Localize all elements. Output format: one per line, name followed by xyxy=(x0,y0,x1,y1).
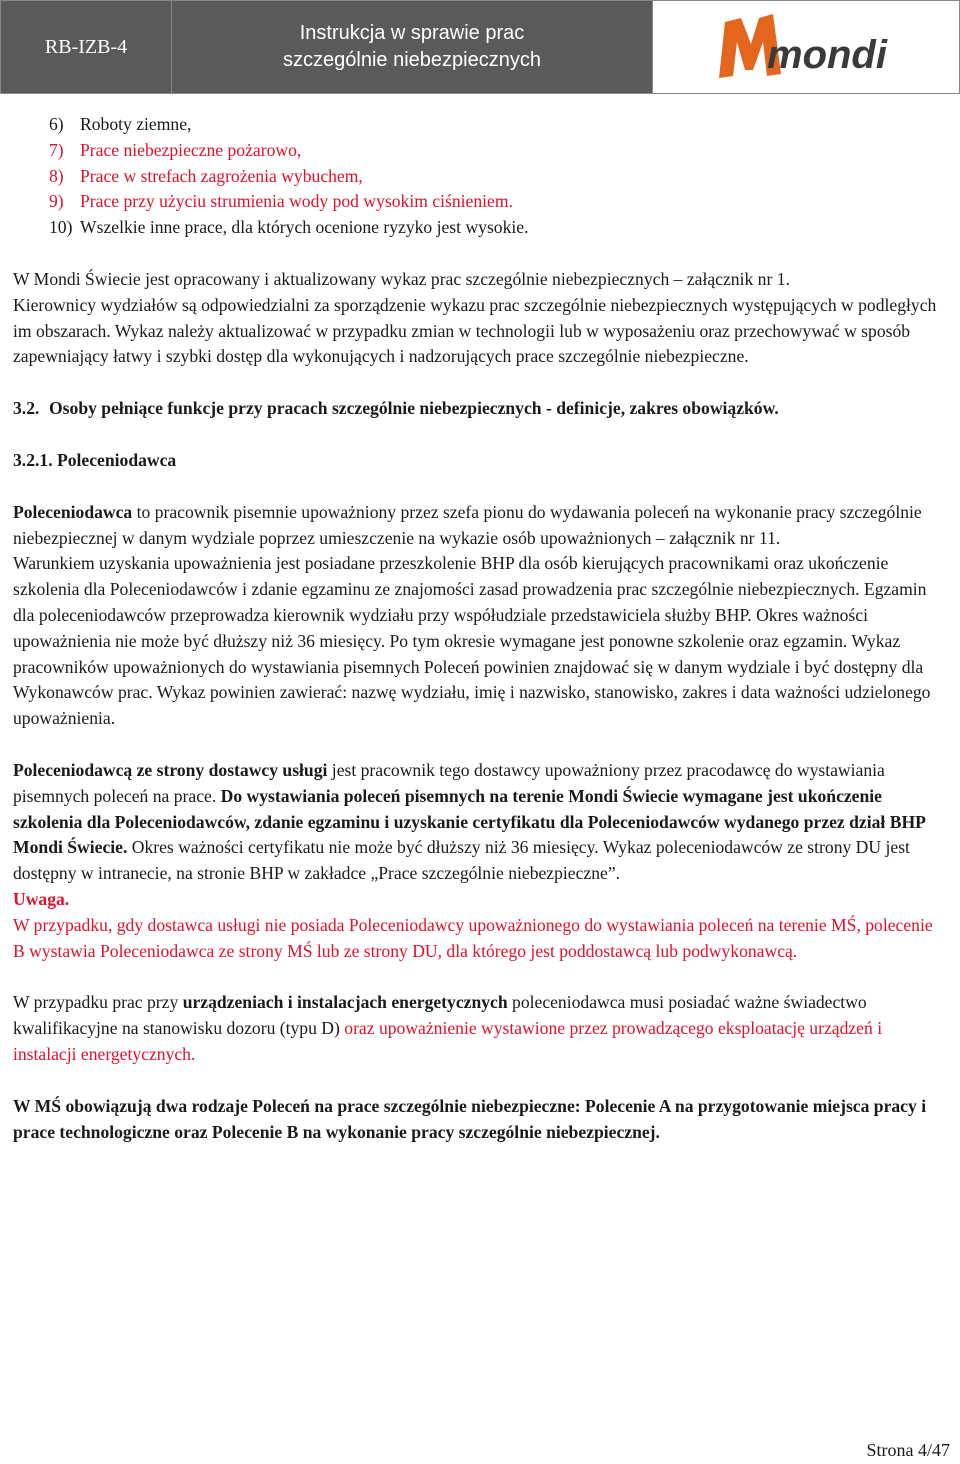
list-item: 6) Roboty ziemne, xyxy=(49,114,192,134)
paragraph-energetyczne: W przypadku prac przy urządzeniach i instalacjach energetycznych poleceniodawca musi posiadać ważne świadectwo kwalifikacyjne na stanowisku dozoru (typu D) oraz upoważnienie wystawione przez prowadzącego eksploatację urządzeń i instalacji energetycznych. xyxy=(13,992,883,1064)
paragraph-wykaz: W Mondi Świecie jest opracowany i aktualizowany wykaz prac szczególnie niebezpiecznych – załącznik nr 1. xyxy=(13,268,790,289)
work-type-list xyxy=(13,112,948,241)
paragraph-dostawca: Poleceniodawcą ze strony dostawcy usługi jest pracownik tego dostawcy upoważniony przez pracodawcę do wystawiania pisemnych poleceń na prace. Do wystawiania poleceń pisemnych na terenie Mondi Świecie wymagane jest ukończenie szkolenia dla Poleceniodawców, zdanie egzaminu i uzyskanie certyfikatu dla Poleceniodawców wydanego przez dział BHP Mondi Świecie. Okres ważności certyfikatu nie może być dłuższy niż 36 miesięcy. Wykaz poleceniodawców ze strony DU jest dostępny w intranecie, na stronie BHP w zakładce „Prace szczególnie niebezpieczne”. xyxy=(13,759,925,884)
paragraph-definition: Poleceniodawca to pracownik pisemnie upoważniony przez szefa pionu do wydawania poleceń na wykonanie pracy szczególnie niebezpiecznej w danym wydziale poprzez umieszczenie na wykazie osób upoważnionych – załącznik nr 11. xyxy=(13,501,922,548)
mondi-logo-mark xyxy=(711,12,901,82)
paragraph-warunek: Warunkiem uzyskania upoważnienia jest posiadane przeszkolenie BHP dla osób kierujących pracownikami oraz ukończenie szkolenia dla Poleceniodawców i zdanie egzaminu ze znajomości zasad prowadzenia prac szczególnie niebezpiecznych. Egzamin dla poleceniodawców przeprowadza kierownik wydziału przy współudziale przedstawiciela służby BHP. Okres ważności upoważnienia nie może być dłuższy niż 36 miesięcy. Po tym okresie wymagane jest ponowne szkolenie oraz egzamin. Wykaz pracowników upoważnionych do wystawiania pisemnych Poleceń powinien znajdować się w danym wydziale i być dostępny dla Wykonawców prac. Wykaz powinien zawierać: nazwę wydziału, imię i nazwisko, stanowisko, zakres i data ważności udzielonego upoważnienia. xyxy=(13,553,931,729)
paragraph-final: W MŚ obowiązują dwa rodzaje Poleceń na prace szczególnie niebezpieczne: Polecenie A na przygotowanie miejsca pracy i prace technologiczne oraz Polecenie B na wykonanie pracy szczególnie niebezpiecznej. xyxy=(13,1095,927,1142)
list-item: 8) Prace w strefach zagrożenia wybuchem, xyxy=(49,165,363,186)
page-header xyxy=(0,0,960,94)
title-line-1: Instrukcja w sprawie prac xyxy=(299,22,525,44)
title-line-2: szczególnie niebezpiecznych xyxy=(283,49,541,71)
section-heading-3-2-1: 3.2.1. Poleceniodawca xyxy=(13,449,177,470)
uwaga-text: W przypadku, gdy dostawca usługi nie posiada Poleceniodawcy upoważnionego do wystawiania poleceń na terenie MŚ, polecenie B wystawia Poleceniodawca ze strony MŚ lub ze strony DU, dla którego jest poddostawcą lub podwykonawcą. xyxy=(13,914,933,961)
document-code: RB-IZB-4 xyxy=(1,1,172,93)
mondi-logo xyxy=(653,1,959,93)
list-item: 9) Prace przy użyciu strumienia wody pod wysokim ciśnieniem. xyxy=(49,191,513,212)
uwaga-label: Uwaga. xyxy=(13,888,70,909)
list-item: 7) Prace niebezpieczne pożarowo, xyxy=(49,139,302,160)
logo-text: mondi xyxy=(767,33,887,77)
document-title xyxy=(172,1,653,93)
section-heading-3-2: 3.2. Osoby pełniące funkcje przy pracach szczególnie niebezpiecznych - definicje, zakres obowiązków. xyxy=(13,398,779,419)
document-body xyxy=(13,112,948,1145)
list-item: 10) Wszelkie inne prace, dla których ocenione ryzyko jest wysokie. xyxy=(49,217,529,238)
page-number: Strona 4/47 xyxy=(866,1440,950,1460)
paragraph-kierownicy: Kierownicy wydziałów są odpowiedzialni za sporządzenie wykazu prac szczególnie niebezpiecznych występujących w podległych im obszarach. Wykaz należy aktualizować w przypadku zmian w technologii lub w wyposażeniu oraz przechowywać w sposób zapewniający łatwy i szybki dostęp dla wykonujących i nadzorujących prace szczególnie niebezpieczne. xyxy=(13,294,937,367)
